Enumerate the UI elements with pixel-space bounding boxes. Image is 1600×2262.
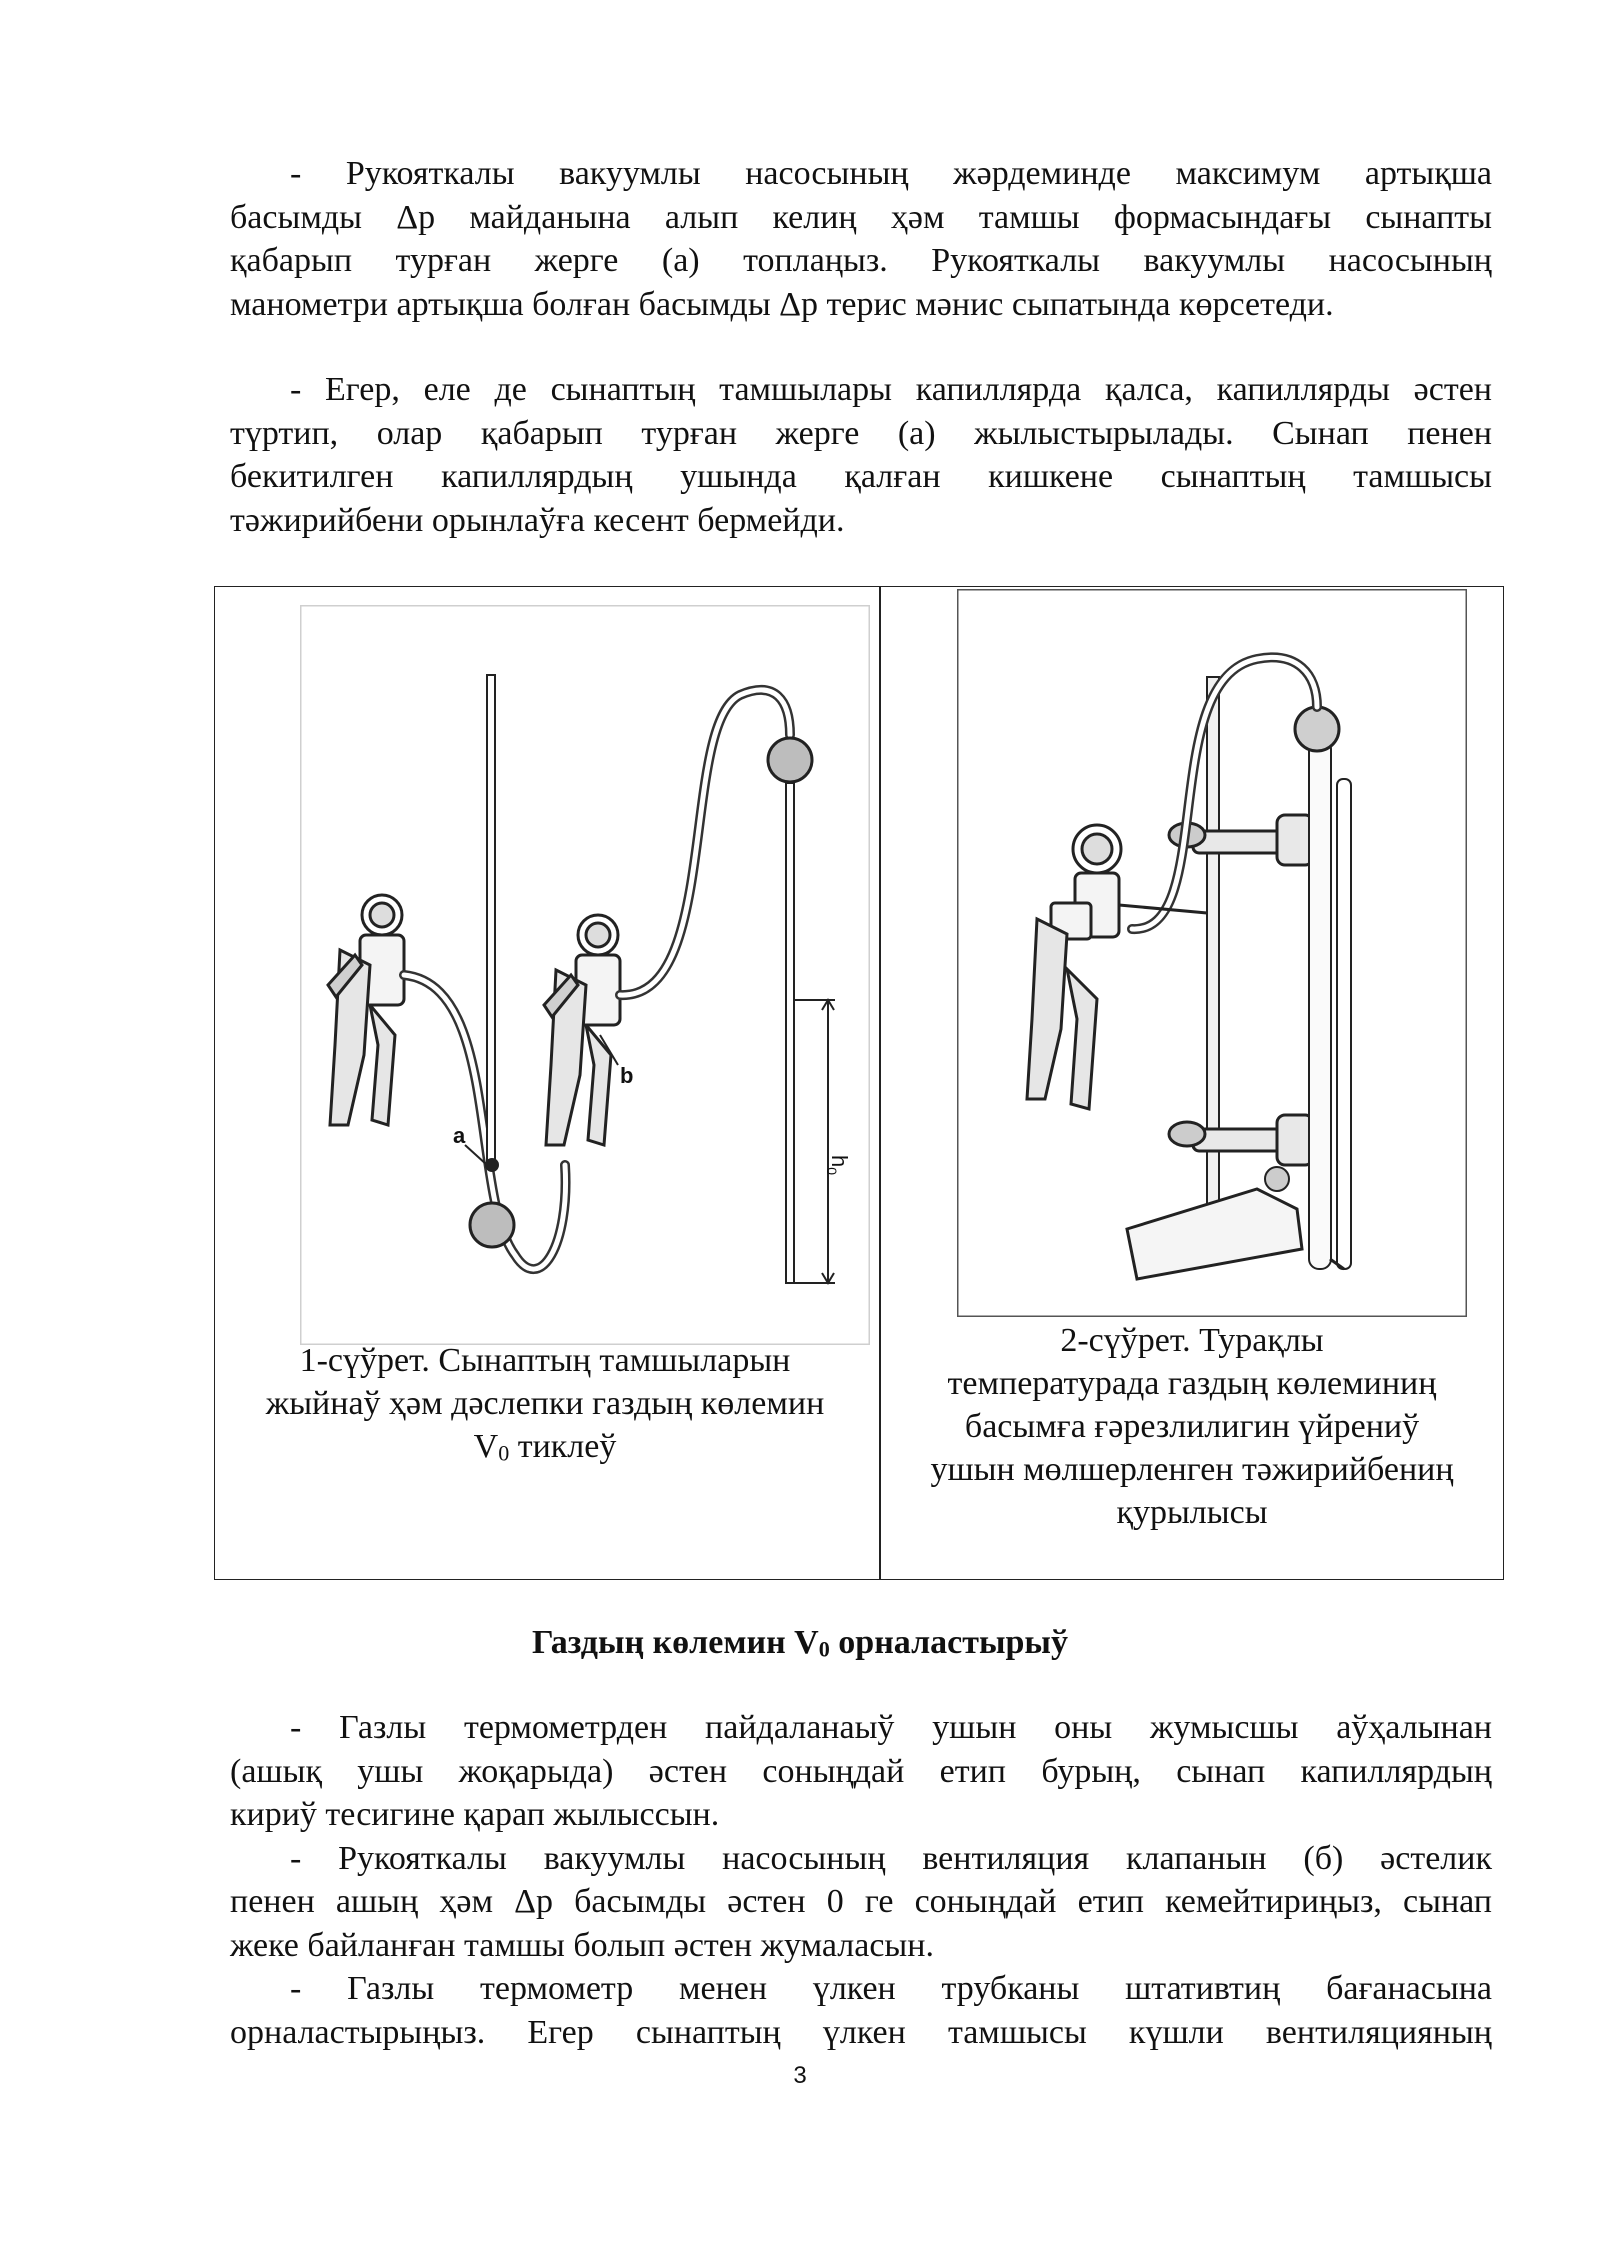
page-number: 3 xyxy=(793,2062,807,2089)
paragraph-line: қабарып турған жерге (а) топлаңыз. Рукояткалы вакуумлы насосының xyxy=(230,242,1492,279)
paragraph-line: - Газлы термометр менен үлкен трубканы штативтиң бағанасына xyxy=(290,1970,1492,2007)
paragraph-line: - Рукояткалы вакуумлы насосының жәрдеминде максимум артықша xyxy=(290,155,1492,192)
paragraph-line: бекитилген капиллярдың ушында қалған кишкене сынаптың тамшысы xyxy=(230,458,1492,495)
figure-1-illustration xyxy=(300,605,870,1345)
section-heading: Газдың көлемин $V_0$ орналастырыў xyxy=(532,1624,1068,1662)
figure-1-caption xyxy=(225,1339,865,1474)
paragraph-line: - Рукояткалы вакуумлы насосының вентиляция клапанын (б) әстелик xyxy=(290,1839,1492,1877)
figure-2-caption xyxy=(887,1319,1497,1534)
paragraph-line: орналастырыңыз. Егер сынаптың үлкен тамшысы күшли вентиляцияның xyxy=(230,2013,1492,2051)
capillary-tube xyxy=(487,675,495,1165)
mercury-reservoir xyxy=(470,1203,514,1247)
caption-line: басымға ғәрезлилигин үйрениў xyxy=(964,1408,1420,1445)
label-b: b xyxy=(620,1063,634,1088)
label-a: a xyxy=(453,1123,466,1148)
figure-2-illustration xyxy=(957,589,1467,1317)
paragraph-line: - Егер, еле де сынаптың тамшылары капиллярда қалса, капиллярды әстен xyxy=(290,371,1492,408)
caption-line: 2-сүўрет. Турақлы xyxy=(1060,1322,1324,1359)
mercury-reservoir xyxy=(768,738,812,782)
paragraph-line: тәжирийбени орынлаўға кесент бермейди. xyxy=(230,501,845,539)
caption-line: ушын мөлшерленген тәжирийбениң xyxy=(930,1451,1454,1488)
paragraph-2 xyxy=(230,368,1492,542)
paragraph-line: басымды Δp майданына алып келиң ҳәм тамшы формасындағы сынапты xyxy=(230,198,1492,236)
stand-rod xyxy=(1207,677,1219,1237)
mercury-reservoir xyxy=(1295,707,1339,751)
paragraph-line: түртип, олар қабарып турған жерге (а) жылыстырылады. Сынап пенен xyxy=(230,414,1492,452)
measuring-tube xyxy=(1337,779,1351,1269)
caption-line: қурылысы xyxy=(1116,1494,1268,1531)
paragraph-line: - Газлы термометрден пайдаланаыў ушын оны жумысшы аўҳалынан xyxy=(290,1709,1492,1746)
paragraph-3 xyxy=(230,1706,1492,2054)
paragraph-line: жеке байланған тамшы болып әстен жумаласын. xyxy=(230,1926,934,1964)
caption-line: жыйнаў ҳәм дәслепки газдың көлемин xyxy=(265,1385,825,1422)
caption-line: 1-сүўрет. Сынаптың тамшыларын xyxy=(299,1342,791,1379)
measuring-tube xyxy=(1309,739,1331,1269)
paragraph-line: кириў тесигине қарап жылыссын. xyxy=(230,1796,720,1833)
label-h0: $h_0$ xyxy=(824,1155,852,1176)
caption-line: $V_0$ тиклеў xyxy=(473,1428,617,1466)
paragraph-line: манометри артықша болған басымды Δp терис мәнис сыпатында көрсетеди. xyxy=(230,285,1334,323)
capillary-tube xyxy=(786,783,794,1283)
figure-table xyxy=(214,586,1504,1580)
paragraph-1 xyxy=(230,152,1492,326)
paragraph-line: пенен ашың ҳәм Δp басымды әстен 0 ге соныңдай етип кемейтириңыз, сынап xyxy=(230,1883,1492,1920)
paragraph-line: (ашық ушы жоқарыда) әстен соныңдай етип бурың, сынап капиллярдың xyxy=(230,1752,1492,1790)
table-divider xyxy=(879,587,881,1579)
caption-line: температурада газдың көлеминиң xyxy=(947,1365,1437,1402)
